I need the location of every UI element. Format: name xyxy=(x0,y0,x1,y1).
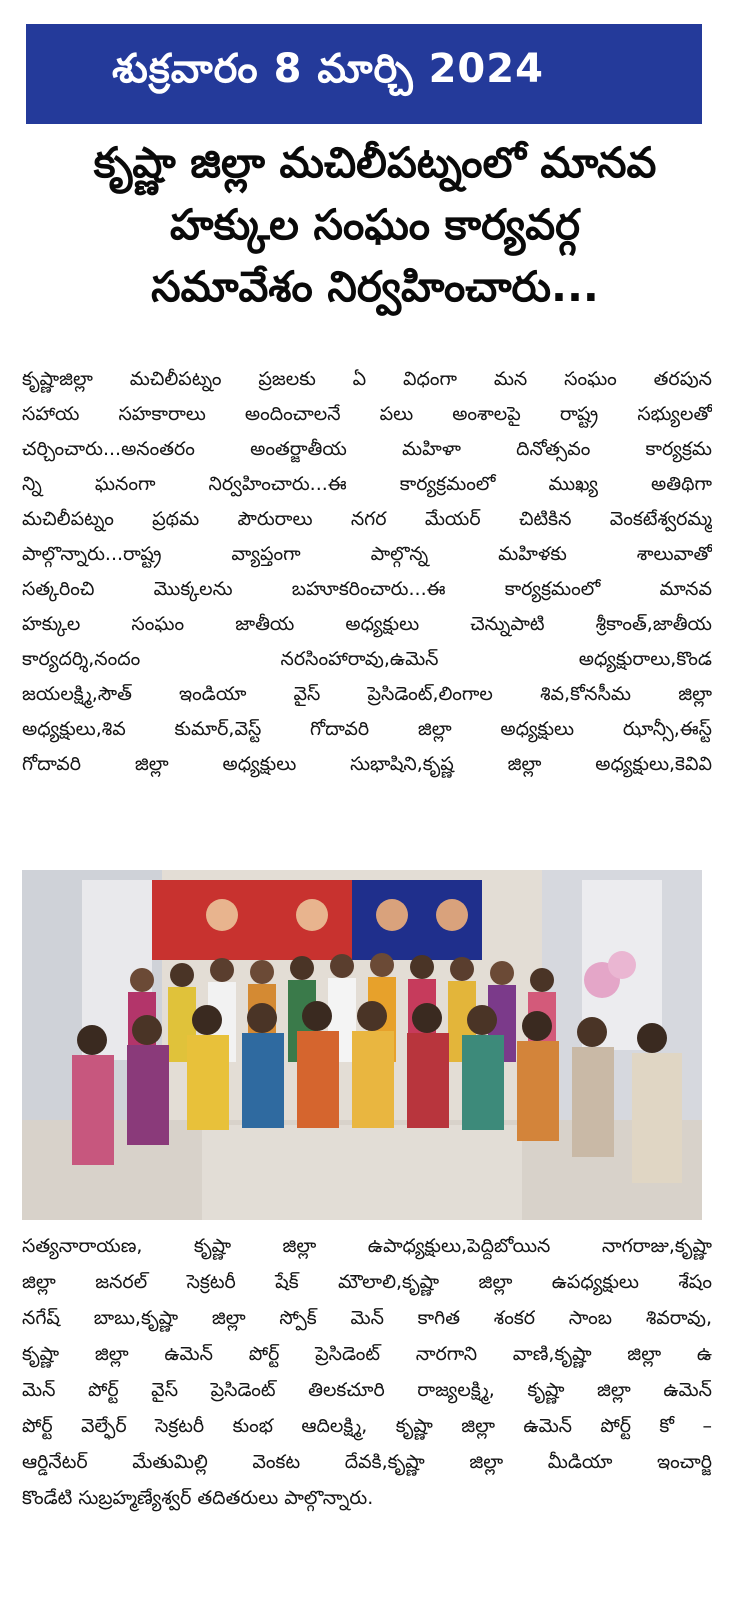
article-line: న్ని ఘనంగా నిర్వహించారు...ఈ కార్యక్రమంలో ముఖ్య అతిథిగా xyxy=(22,473,712,495)
article-line: జిల్లా జనరల్ సెక్రటరీ షేక్ మౌలాలి,కృష్ణా జిల్లా ఉపధ్యక్షులు శేషం xyxy=(22,1271,712,1293)
group-photo-illustration xyxy=(22,870,702,1220)
article-line: చర్చించారు...అనంతరం అంతర్జాతీయ మహిళా దినోత్సవం కార్యక్రమ xyxy=(22,438,712,460)
headline-line-3: సమావేశం నిర్వహించారు... xyxy=(151,262,599,311)
article-line: కృష్ణా జిల్లా ఉమెన్ పోర్ట్ ప్రెసిడెంట్ నారగాని వాణి,కృష్ణా జిల్లా ఉ xyxy=(22,1343,712,1365)
article-body-top xyxy=(22,362,712,782)
article-line: సత్కరించి మొక్కలను బహూకరించారు...ఈ కార్యక్రమంలో మానవ xyxy=(22,578,712,600)
article-line: ఆర్డినేటర్ మేతుమిల్లి వెంకట దేవకి,కృష్ణా జిల్లా మీడియా ఇంచార్జి xyxy=(22,1451,712,1473)
article-line: కార్యదర్శి,నందం నరసింహారావు,ఉమెన్ అధ్యక్షురాలు,కొండ xyxy=(22,648,712,670)
article-line: నగేష్ బాబు,కృష్ణా జిల్లా స్పోక్ మెన్ కాగిత శంకర సాంబ శివరావు, xyxy=(22,1307,712,1329)
article-line: గోదావరి జిల్లా అధ్యక్షులు సుభాషిని,కృష్ణ జిల్లా అధ్యక్షులు,కెవివి xyxy=(22,753,712,775)
article-body-bottom xyxy=(22,1228,712,1516)
article-line: కొండేటి సుబ్రహ్మణ్యేశ్వర్ తదితరులు పాల్గొన్నారు. xyxy=(22,1487,374,1509)
headline-line-1: కృష్ణా జిల్లా మచిలీపట్నంలో మానవ xyxy=(93,138,657,187)
article-line: జయలక్ష్మి,సౌత్ ఇండియా వైస్ ప్రెసిడెంట్,లింగాల శివ,కోనసీమ జిల్లా xyxy=(22,683,712,705)
article-line: కృష్ణాజిల్లా మచిలీపట్నం ప్రజలకు ఏ విధంగా మన సంఘం తరపున xyxy=(22,368,712,390)
article-line: సహాయ సహకారాలు అందించాలనే పలు అంశాలపై రాష్ట్ర సభ్యులతో xyxy=(22,403,712,425)
article-line: మచిలీపట్నం ప్రథమ పౌరురాలు నగర మేయర్ చిటికిన వెంకటేశ్వరమ్మ xyxy=(22,508,712,530)
article-line: పోర్ట్ వెల్ఫేర్ సెక్రటరీ కుంభ ఆదిలక్ష్మి, కృష్ణా జిల్లా ఉమెన్ పోర్ట్ కో – xyxy=(22,1415,712,1437)
date-banner xyxy=(26,24,702,124)
headline xyxy=(22,132,728,318)
article-line: హక్కుల సంఘం జాతీయ అధ్యక్షులు చెన్నుపాటి శ్రీకాంత్,జాతీయ xyxy=(22,613,712,635)
article-line: మెన్ పోర్ట్ వైస్ ప్రెసిడెంట్ తిలకచూరి రాజ్యలక్ష్మి, కృష్ణా జిల్లా ఉమెన్ xyxy=(22,1379,712,1401)
article-line: అధ్యక్షులు,శివ కుమార్,వెస్ట్ గోదావరి జిల్లా అధ్యక్షులు ఝాన్సీ,ఈస్ట్ xyxy=(22,718,712,740)
headline-line-2: హక్కుల సంఘం కార్యవర్గ xyxy=(169,200,581,249)
article-line: సత్యనారాయణ, కృష్ణా జిల్లా ఉపాధ్యక్షులు,పెద్దిబోయిన నాగరాజు,కృష్ణా xyxy=(22,1235,712,1257)
group-photo xyxy=(22,870,702,1220)
publication-date: శుక్రవారం 8 మార్చి 2024 xyxy=(112,46,544,92)
article-line: పాల్గొన్నారు...రాష్ట్ర వ్యాప్తంగా పాల్గొన్న మహిళకు శాలువాతో xyxy=(22,543,712,565)
